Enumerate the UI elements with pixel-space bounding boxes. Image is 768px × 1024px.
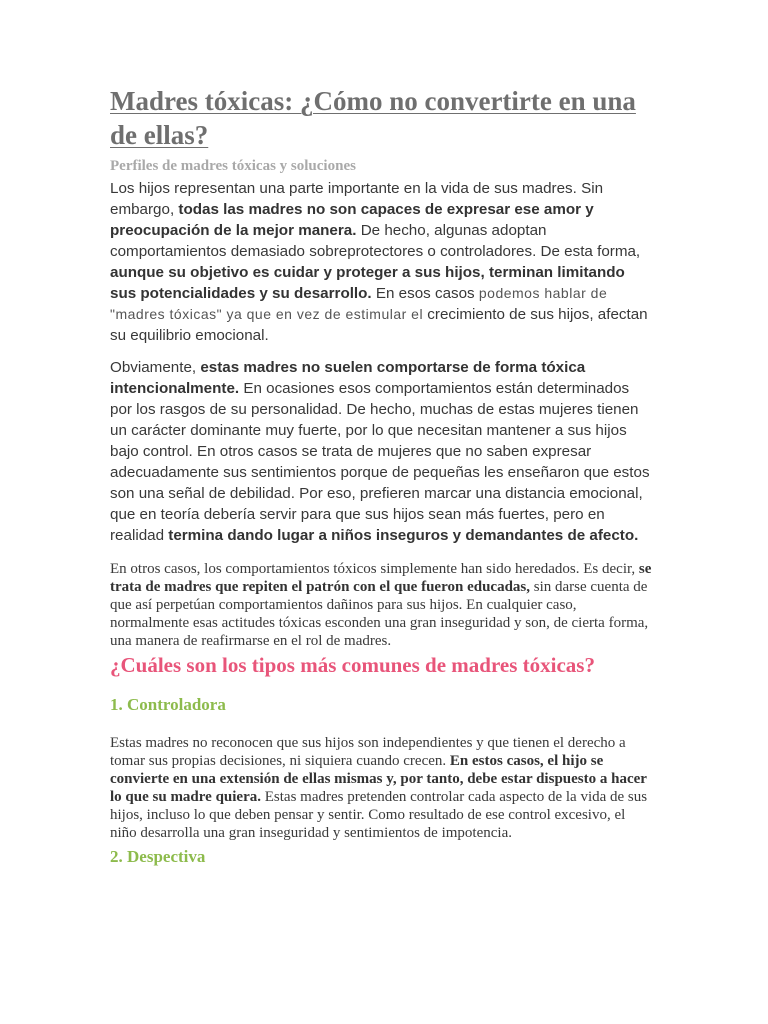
text-run: Obviamente, <box>110 359 201 376</box>
heading-despectiva: 2. Despectiva <box>110 847 206 866</box>
heading-types: ¿Cuáles son los tipos más comunes de madres tóxicas? <box>110 653 595 677</box>
bold-run: termina dando lugar a niños inseguros y demandantes de afecto. <box>168 527 639 544</box>
article-title[interactable]: Madres tóxicas: ¿Cómo no convertirte en una de ellas? <box>110 86 636 150</box>
bold-run: se trata de madres que repiten el patrón con el que fueron educadas, <box>110 561 652 595</box>
text-run: podemos hablar de "madres tóxicas" ya que en vez de estimular el <box>110 285 608 322</box>
paragraph-obviamente <box>110 357 655 546</box>
text-run: En otros casos, los comportamientos tóxicos simplemente han sido heredados. Es decir, <box>110 561 639 577</box>
text-run: De hecho, algunas adoptan comportamientos demasiado sobreprotectores o controladores. De esta forma, <box>110 222 641 260</box>
bold-run: estas madres no suelen comportarse de forma tóxica intencionalmente. <box>110 359 586 397</box>
bold-run: En estos casos, el hijo se convierte en una extensión de ellas mismas y, por tanto, debe estar dispuesto a hacer lo que su madre quiera. <box>110 753 647 805</box>
text-run: En ocasiones esos comportamientos están determinados por los rasgos de su personalidad. De hecho, muchas de estas mujeres tienen un carácter dominante muy fuerte, por lo que necesitan mantener a sus hijos bajo control. En otros casos se trata de mujeres que no saben expresar adecuadamente sus sentimientos porque de pequeñas les enseñaron que estos son una señal de debilidad. Por eso, prefieren marcar una distancia emocional, que en teoría debería servir para que sus hijos sean más fuertes, pero en realidad <box>110 380 650 544</box>
heading-controladora: 1. Controladora <box>110 695 226 714</box>
text-run: Estas madres no reconocen que sus hijos son independientes y que tienen el derecho a tomar sus propias decisiones, ni siquiera cuando crecen. <box>110 735 626 769</box>
text-run: Estas madres pretenden controlar cada aspecto de la vida de sus hijos, incluso lo que deben pensar y sentir. Como resultado de ese control excesivo, el niño desarrolla una gran inseguridad y sentimientos de impotencia. <box>110 789 648 841</box>
text-run: Los hijos representan una parte importante en la vida de sus madres. Sin embargo, <box>110 180 604 218</box>
bold-run: todas las madres no son capaces de expresar ese amor y preocupación de la mejor manera. <box>110 201 594 239</box>
paragraph-controladora <box>110 734 655 842</box>
paragraph-intro <box>110 178 655 346</box>
article <box>110 84 655 868</box>
text-run: crecimiento de sus hijos, afectan su equilibrio emocional. <box>110 306 648 344</box>
paragraph-heredados <box>110 560 655 650</box>
article-subtitle: Perfiles de madres tóxicas y soluciones <box>110 158 356 174</box>
text-run: En esos casos <box>371 285 479 302</box>
text-run: sin darse cuenta de que así perpetúan comportamientos dañinos para sus hijos. En cualquier caso, normalmente esas actitudes tóxicas esconden una gran inseguridad y son, de cierta forma, una manera de reafirmarse en el rol de madres. <box>110 579 649 649</box>
bold-run: aunque su objetivo es cuidar y proteger a sus hijos, terminan limitando sus potencialidades y su desarrollo. <box>110 264 625 302</box>
